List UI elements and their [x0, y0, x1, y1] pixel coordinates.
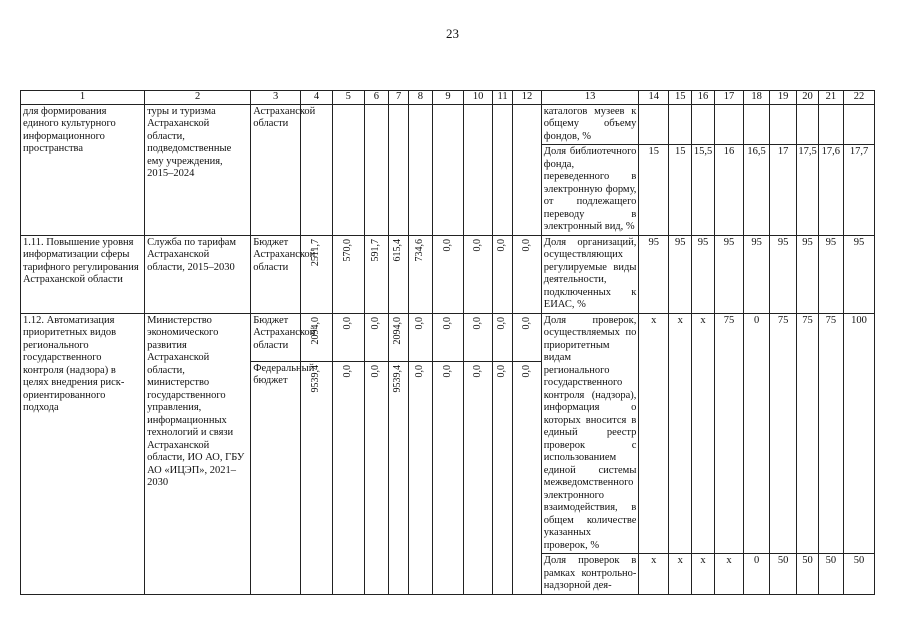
header-cell: 13 [541, 91, 639, 105]
value-text: 0,0 [370, 316, 382, 329]
value-cell: 50 [769, 554, 797, 595]
value-cell: 15 [639, 145, 669, 236]
header-cell: 4 [301, 91, 333, 105]
value-cell: x [692, 554, 714, 595]
cell-source: Бюджет Астраханской области [251, 235, 301, 313]
value-text: 734,6 [414, 238, 426, 261]
value-cell: 95 [769, 235, 797, 313]
value-cell: 16,5 [744, 145, 769, 236]
value-text: 0,0 [471, 316, 483, 329]
value-text: 615,4 [392, 238, 404, 261]
value-text: 0,0 [441, 238, 453, 251]
value-cell: x [669, 554, 692, 595]
cell-source: Федеральный бюджет [251, 361, 301, 594]
value-text: 0,0 [471, 238, 483, 251]
value-cell [844, 104, 875, 145]
value-text: 2511,7 [310, 238, 322, 266]
value-cell: 75 [714, 313, 744, 554]
finance-cell [432, 235, 464, 313]
value-cell [669, 104, 692, 145]
value-cell: 75 [818, 313, 843, 554]
value-text: 0,0 [441, 316, 453, 329]
finance-cell [332, 313, 364, 361]
value-text: 0,0 [342, 364, 354, 377]
cell-indicator: Доля библиотечного фонда, переведенного в электронную форму, от подлежащего переводу в электронный вид, % [541, 145, 639, 236]
cell-executor: туры и туризма Астраханской области, подведомственные ему учреждения, 2015–2024 [145, 104, 251, 235]
value-cell: x [714, 554, 744, 595]
value-cell: 95 [744, 235, 769, 313]
cell-measure: 1.12. Автоматизация приоритетных видов регионального государственного контроля (надзора) в целях внедрения риск-ориентированного подхода [21, 313, 145, 594]
cell-executor: Служба по тарифам Астраханской области, 2015–2030 [145, 235, 251, 313]
value-cell: 17,6 [818, 145, 843, 236]
finance-cell [464, 313, 493, 361]
value-text: 0,0 [496, 316, 508, 329]
value-text: 0,0 [496, 238, 508, 251]
header-cell: 11 [493, 91, 513, 105]
finance-cell [301, 235, 333, 313]
header-cell: 17 [714, 91, 744, 105]
value-cell: 95 [714, 235, 744, 313]
header-row [21, 91, 875, 105]
finance-cell [464, 235, 493, 313]
value-text: 0,0 [496, 364, 508, 377]
value-cell: 50 [797, 554, 818, 595]
header-cell: 10 [464, 91, 493, 105]
value-text: 0,0 [342, 316, 354, 329]
cell-indicator: Доля проверок, осуществляемых по приоритетным видам регионального государственного контроля (надзора), информация о которых вносится в единый реестр проверок с использованием единой системы межведомственного электронного взаимодействия, в общем количестве указанных проверок, % [541, 313, 639, 554]
header-cell: 3 [251, 91, 301, 105]
value-cell: 95 [844, 235, 875, 313]
header-cell: 16 [692, 91, 714, 105]
header-cell: 1 [21, 91, 145, 105]
value-cell: 95 [639, 235, 669, 313]
value-cell [714, 104, 744, 145]
value-cell [744, 104, 769, 145]
value-text: 570,0 [342, 238, 354, 261]
value-cell: 95 [669, 235, 692, 313]
header-cell: 8 [409, 91, 432, 105]
finance-cell [409, 235, 432, 313]
finance-cell [409, 361, 432, 594]
finance-cell [364, 235, 388, 313]
value-cell [639, 104, 669, 145]
cell-measure: для формирования единого культурного информационного пространства [21, 104, 145, 235]
value-cell: x [669, 313, 692, 554]
value-text: 0,0 [471, 364, 483, 377]
finance-cell [332, 235, 364, 313]
value-text: 0,0 [370, 364, 382, 377]
finance-cell [513, 361, 542, 594]
value-cell: 17 [769, 145, 797, 236]
page-number: 23 [446, 26, 459, 41]
value-cell: 15,5 [692, 145, 714, 236]
cell-measure: 1.11. Повышение уровня информатизации сферы тарифного регулирования Астраханской области [21, 235, 145, 313]
value-text: 0,0 [414, 364, 426, 377]
header-cell: 14 [639, 91, 669, 105]
cell-executor: Министерство экономического развития Астраханской области, министерство государственного управления, информационных технологий и связи Астраханской области, ИО АО, ГБУ АО «ИЦЭП», 2021–2030 [145, 313, 251, 594]
finance-cell [513, 235, 542, 313]
value-cell [692, 104, 714, 145]
header-cell: 18 [744, 91, 769, 105]
value-text: 0,0 [414, 316, 426, 329]
finance-cell [513, 313, 542, 361]
finance-cell [432, 361, 464, 594]
header-cell: 9 [432, 91, 464, 105]
cell-indicator: Доля организаций, осуществляющих регулируемые виды деятельности, подключенных к ЕИАС, % [541, 235, 639, 313]
header-cell: 20 [797, 91, 818, 105]
value-text: 2094,0 [392, 316, 404, 344]
cell-source: Бюджет Астраханской области [251, 313, 301, 361]
header-cell: 15 [669, 91, 692, 105]
cell-indicator: Доля проверок в рамках контрольно-надзорной дея- [541, 554, 639, 595]
finance-cell [409, 313, 432, 361]
value-cell: 95 [818, 235, 843, 313]
program-table [20, 90, 875, 595]
value-text: 0,0 [520, 316, 532, 329]
value-cell [818, 104, 843, 145]
header-cell: 2 [145, 91, 251, 105]
value-cell: 50 [818, 554, 843, 595]
finance-cell [301, 361, 333, 594]
value-cell: x [639, 313, 669, 554]
cell-indicator: каталогов музеев к общему объему фондов, % [541, 104, 639, 145]
finance-cell [493, 361, 513, 594]
value-text: 591,7 [370, 238, 382, 261]
value-cell: 95 [692, 235, 714, 313]
value-cell: 100 [844, 313, 875, 554]
finance-cell [493, 313, 513, 361]
header-cell: 21 [818, 91, 843, 105]
value-cell: 50 [844, 554, 875, 595]
finance-cell [332, 361, 364, 594]
finance-cell [389, 235, 409, 313]
value-cell: 95 [797, 235, 818, 313]
value-cell: 15 [669, 145, 692, 236]
finance-cell [389, 361, 409, 594]
header-cell: 6 [364, 91, 388, 105]
table-row [21, 313, 875, 361]
table-row [21, 104, 875, 145]
value-cell: 75 [769, 313, 797, 554]
header-cell: 19 [769, 91, 797, 105]
value-cell: 75 [797, 313, 818, 554]
value-text: 9539,4 [310, 364, 322, 392]
value-text: 0,0 [520, 364, 532, 377]
value-cell [769, 104, 797, 145]
header-cell: 5 [332, 91, 364, 105]
finance-cell [389, 313, 409, 361]
finance-cell [364, 313, 388, 361]
finance-cell [364, 361, 388, 594]
value-cell: 16 [714, 145, 744, 236]
finance-cell [432, 313, 464, 361]
cell-source: Астраханской области [251, 104, 301, 235]
value-cell: x [639, 554, 669, 595]
table-row [21, 235, 875, 313]
header-cell: 22 [844, 91, 875, 105]
value-cell: 0 [744, 313, 769, 554]
finance-cell [464, 361, 493, 594]
value-cell [797, 104, 818, 145]
header-cell: 7 [389, 91, 409, 105]
value-cell: 0 [744, 554, 769, 595]
value-text: 0,0 [520, 238, 532, 251]
header-cell: 12 [513, 91, 542, 105]
value-cell: x [692, 313, 714, 554]
value-text: 0,0 [441, 364, 453, 377]
value-text: 9539,4 [392, 364, 404, 392]
value-text: 2094,0 [310, 316, 322, 344]
value-cell: 17,7 [844, 145, 875, 236]
value-cell: 17,5 [797, 145, 818, 236]
finance-cell [493, 235, 513, 313]
